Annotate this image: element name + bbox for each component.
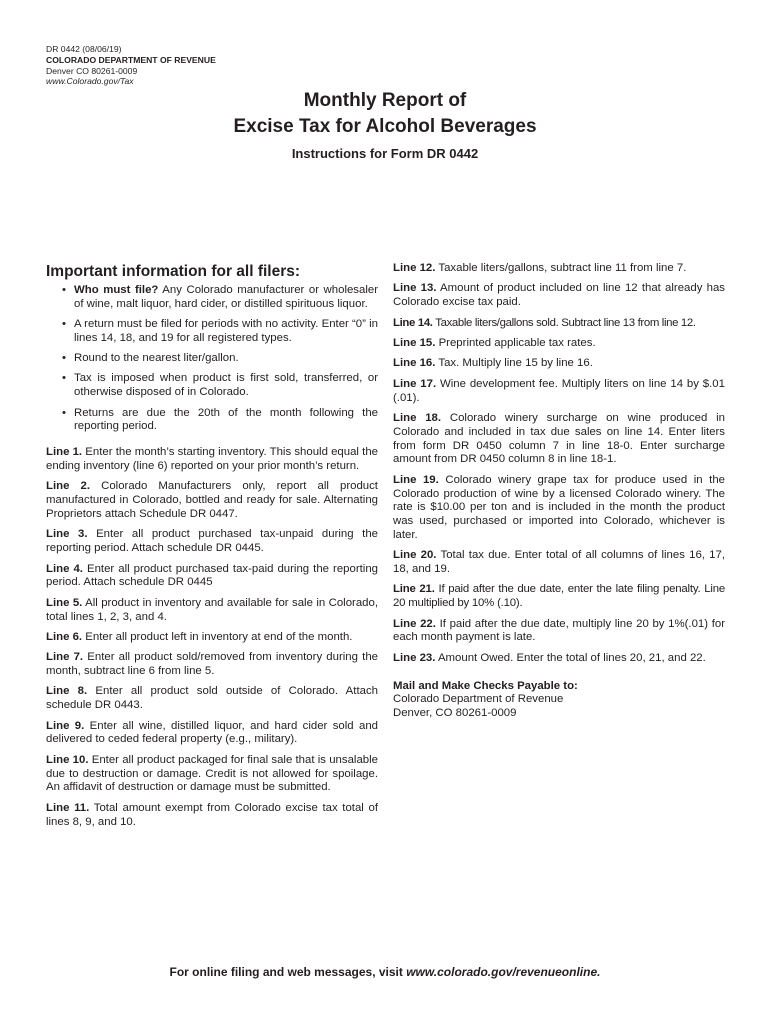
line-text: Enter all product sold outside of Colorado. Attach schedule DR 0443.	[46, 685, 378, 712]
line-label: Line 11.	[46, 801, 90, 814]
line-11-instruction	[46, 802, 378, 830]
mailing-address	[393, 680, 725, 721]
list-item	[74, 407, 378, 435]
line-4-instruction	[46, 563, 378, 591]
line-label: Line 5.	[46, 596, 83, 609]
line-label: Line 10.	[46, 753, 89, 766]
line-7-instruction	[46, 651, 378, 679]
line-label: Line 21.	[393, 583, 435, 596]
footer	[0, 965, 770, 979]
list-item	[74, 318, 378, 346]
line-text: Total tax due. Enter total of all columns of lines 16, 17, 18, and 19.	[393, 549, 726, 576]
line-text: Enter the month’s starting inventory. This should equal the ending inventory (line 6) reported on your prior month’s return.	[46, 446, 378, 472]
line-label: Line 3.	[46, 528, 88, 541]
line-label: Line 2.	[46, 480, 91, 493]
line-22-instruction	[393, 618, 725, 646]
line-text: Colorado winery surcharge on wine produced in Colorado and included in tax due sales on line 14. Enter liters from form DR 0450 column 7 in line 18-0. Enter surcharge amount from DR 0450 column 8 in line 18-1.	[393, 411, 725, 466]
line-15-instruction	[393, 337, 725, 351]
bullet-text: Any Colorado manufacturer or wholesaler of wine, malt liquor, hard cider, or distilled spirituous liquor.	[74, 284, 378, 310]
line-13-instruction	[393, 282, 725, 310]
department-address: Denver CO 80261-0009	[46, 65, 138, 76]
line-label: Line 22.	[393, 617, 436, 630]
left-column	[46, 262, 378, 836]
form-id: DR 0442 (08/06/19)	[46, 44, 122, 54]
line-text: Enter all wine, distilled liquor, and hard cider sold and delivered to ceded federal property (e.g., military).	[46, 719, 378, 746]
line-label: Line 1.	[46, 446, 83, 459]
list-item	[74, 352, 378, 366]
line-17-instruction	[393, 378, 725, 406]
line-label: Line 14.	[393, 316, 433, 329]
line-12-instruction	[393, 262, 725, 276]
line-18-instruction	[393, 412, 725, 467]
line-21-instruction	[393, 583, 725, 611]
title-line-2: Excise Tax for Alcohol Beverages	[233, 116, 537, 137]
line-9-instruction	[46, 720, 378, 748]
line-label: Line 15.	[393, 336, 436, 349]
mail-line-2: Denver, CO 80261-0009	[393, 707, 517, 720]
line-8-instruction	[46, 685, 378, 713]
bullet-bold: Who must file?	[74, 284, 159, 296]
line-label: Line 18.	[393, 411, 442, 424]
line-label: Line 17.	[393, 377, 437, 390]
line-14-instruction	[393, 317, 725, 331]
line-text: Enter all product purchased tax-paid during the reporting period. Attach schedule DR 0445	[46, 562, 378, 589]
line-label: Line 7.	[46, 651, 84, 664]
line-6-instruction	[46, 631, 378, 645]
line-text: Colorado Manufacturers only, report all product manufactured in Colorado, bottled and ready for sale. Alternating Proprietors attach Schedule DR 0447.	[46, 480, 378, 520]
line-10-instruction	[46, 754, 378, 795]
line-text: Colorado winery grape tax for produce used in the Colorado production of wine by a licensed Colorado winery. The rate is $10.00 per ton and is included in the month the product was used, purchased or imported into Colorado, whichever is later.	[393, 473, 725, 541]
footer-text: For online filing and web messages, visit	[169, 965, 407, 979]
line-text: Taxable liters/gallons sold. Subtract line 13 from line 12.	[432, 316, 696, 329]
line-text: If paid after the due date, enter the late filing penalty. Line 20 multiplied by 10% (.10).	[393, 583, 725, 610]
line-text: Tax. Multiply line 15 by line 16.	[435, 357, 593, 370]
line-text: Amount Owed. Enter the total of lines 20, 21, and 22.	[435, 651, 706, 664]
line-text: Enter all product packaged for final sale that is unsalable due to destruction or damage. Credit is not allowed for spoilage. An affidavit of destruction or damage must be submitted.	[46, 753, 378, 794]
line-label: Line 4.	[46, 562, 83, 575]
line-3-instruction	[46, 528, 378, 556]
line-label: Line 6.	[46, 630, 83, 643]
mail-line-1: Colorado Department of Revenue	[393, 693, 564, 706]
line-5-instruction	[46, 597, 378, 625]
bullet-text: A return must be filed for periods with no activity. Enter “0” in lines 14, 18, and 19 for all registered types.	[74, 318, 378, 344]
department-name: COLORADO DEPARTMENT OF REVENUE	[46, 54, 216, 65]
line-text: Taxable liters/gallons, subtract line 11 from line 7.	[435, 262, 687, 274]
bullet-text: Round to the nearest liter/gallon.	[74, 352, 239, 365]
right-column	[393, 262, 725, 721]
line-23-instruction	[393, 652, 725, 666]
mail-heading: Mail and Make Checks Payable to:	[393, 679, 578, 692]
line-text: If paid after the due date, multiply line 20 by 1%(.01) for each month payment is late.	[393, 617, 725, 644]
important-list	[46, 284, 378, 434]
line-text: Enter all product left in inventory at end of the month.	[82, 630, 353, 643]
line-label: Line 16.	[393, 357, 436, 370]
line-label: Line 23.	[393, 651, 436, 664]
line-1-instruction	[46, 446, 378, 474]
line-text: Amount of product included on line 12 that already has Colorado excise tax paid.	[393, 282, 725, 309]
list-item	[74, 284, 378, 312]
title-line-1: Monthly Report of	[303, 90, 467, 111]
line-text: Total amount exempt from Colorado excise tax total of lines 8, 9, and 10.	[46, 801, 378, 828]
subtitle: Instructions for Form DR 0442	[291, 146, 479, 161]
bullet-text: Returns are due the 20th of the month following the reporting period.	[74, 406, 378, 433]
line-text: All product in inventory and available for sale in Colorado, total lines 1, 2, 3, and 4.	[46, 596, 378, 623]
list-item	[74, 372, 378, 400]
footer-url: www.colorado.gov/revenueonline.	[406, 965, 601, 979]
line-text: Enter all product sold/removed from inventory during the month, subtract line 6 from line 5.	[46, 651, 378, 678]
line-label: Line 12.	[393, 262, 436, 274]
line-20-instruction	[393, 549, 725, 577]
important-heading: Important information for all filers:	[46, 263, 301, 280]
bullet-text: Tax is imposed when product is first sold, transferred, or otherwise disposed of in Colorado.	[74, 372, 378, 399]
line-16-instruction	[393, 357, 725, 371]
line-label: Line 9.	[46, 719, 85, 732]
line-text: Enter all product purchased tax-unpaid during the reporting period. Attach schedule DR 0445.	[46, 528, 378, 555]
line-label: Line 20.	[393, 549, 437, 562]
line-label: Line 19.	[393, 473, 439, 486]
line-text: Wine development fee. Multiply liters on line 14 by $.01 (.01).	[393, 377, 725, 404]
line-text: Preprinted applicable tax rates.	[435, 336, 596, 349]
line-19-instruction	[393, 474, 725, 543]
line-label: Line 13.	[393, 282, 437, 295]
line-2-instruction	[46, 480, 378, 521]
form-header	[46, 44, 216, 87]
line-label: Line 8.	[46, 685, 88, 698]
department-website: www.Colorado.gov/Tax	[46, 76, 134, 87]
